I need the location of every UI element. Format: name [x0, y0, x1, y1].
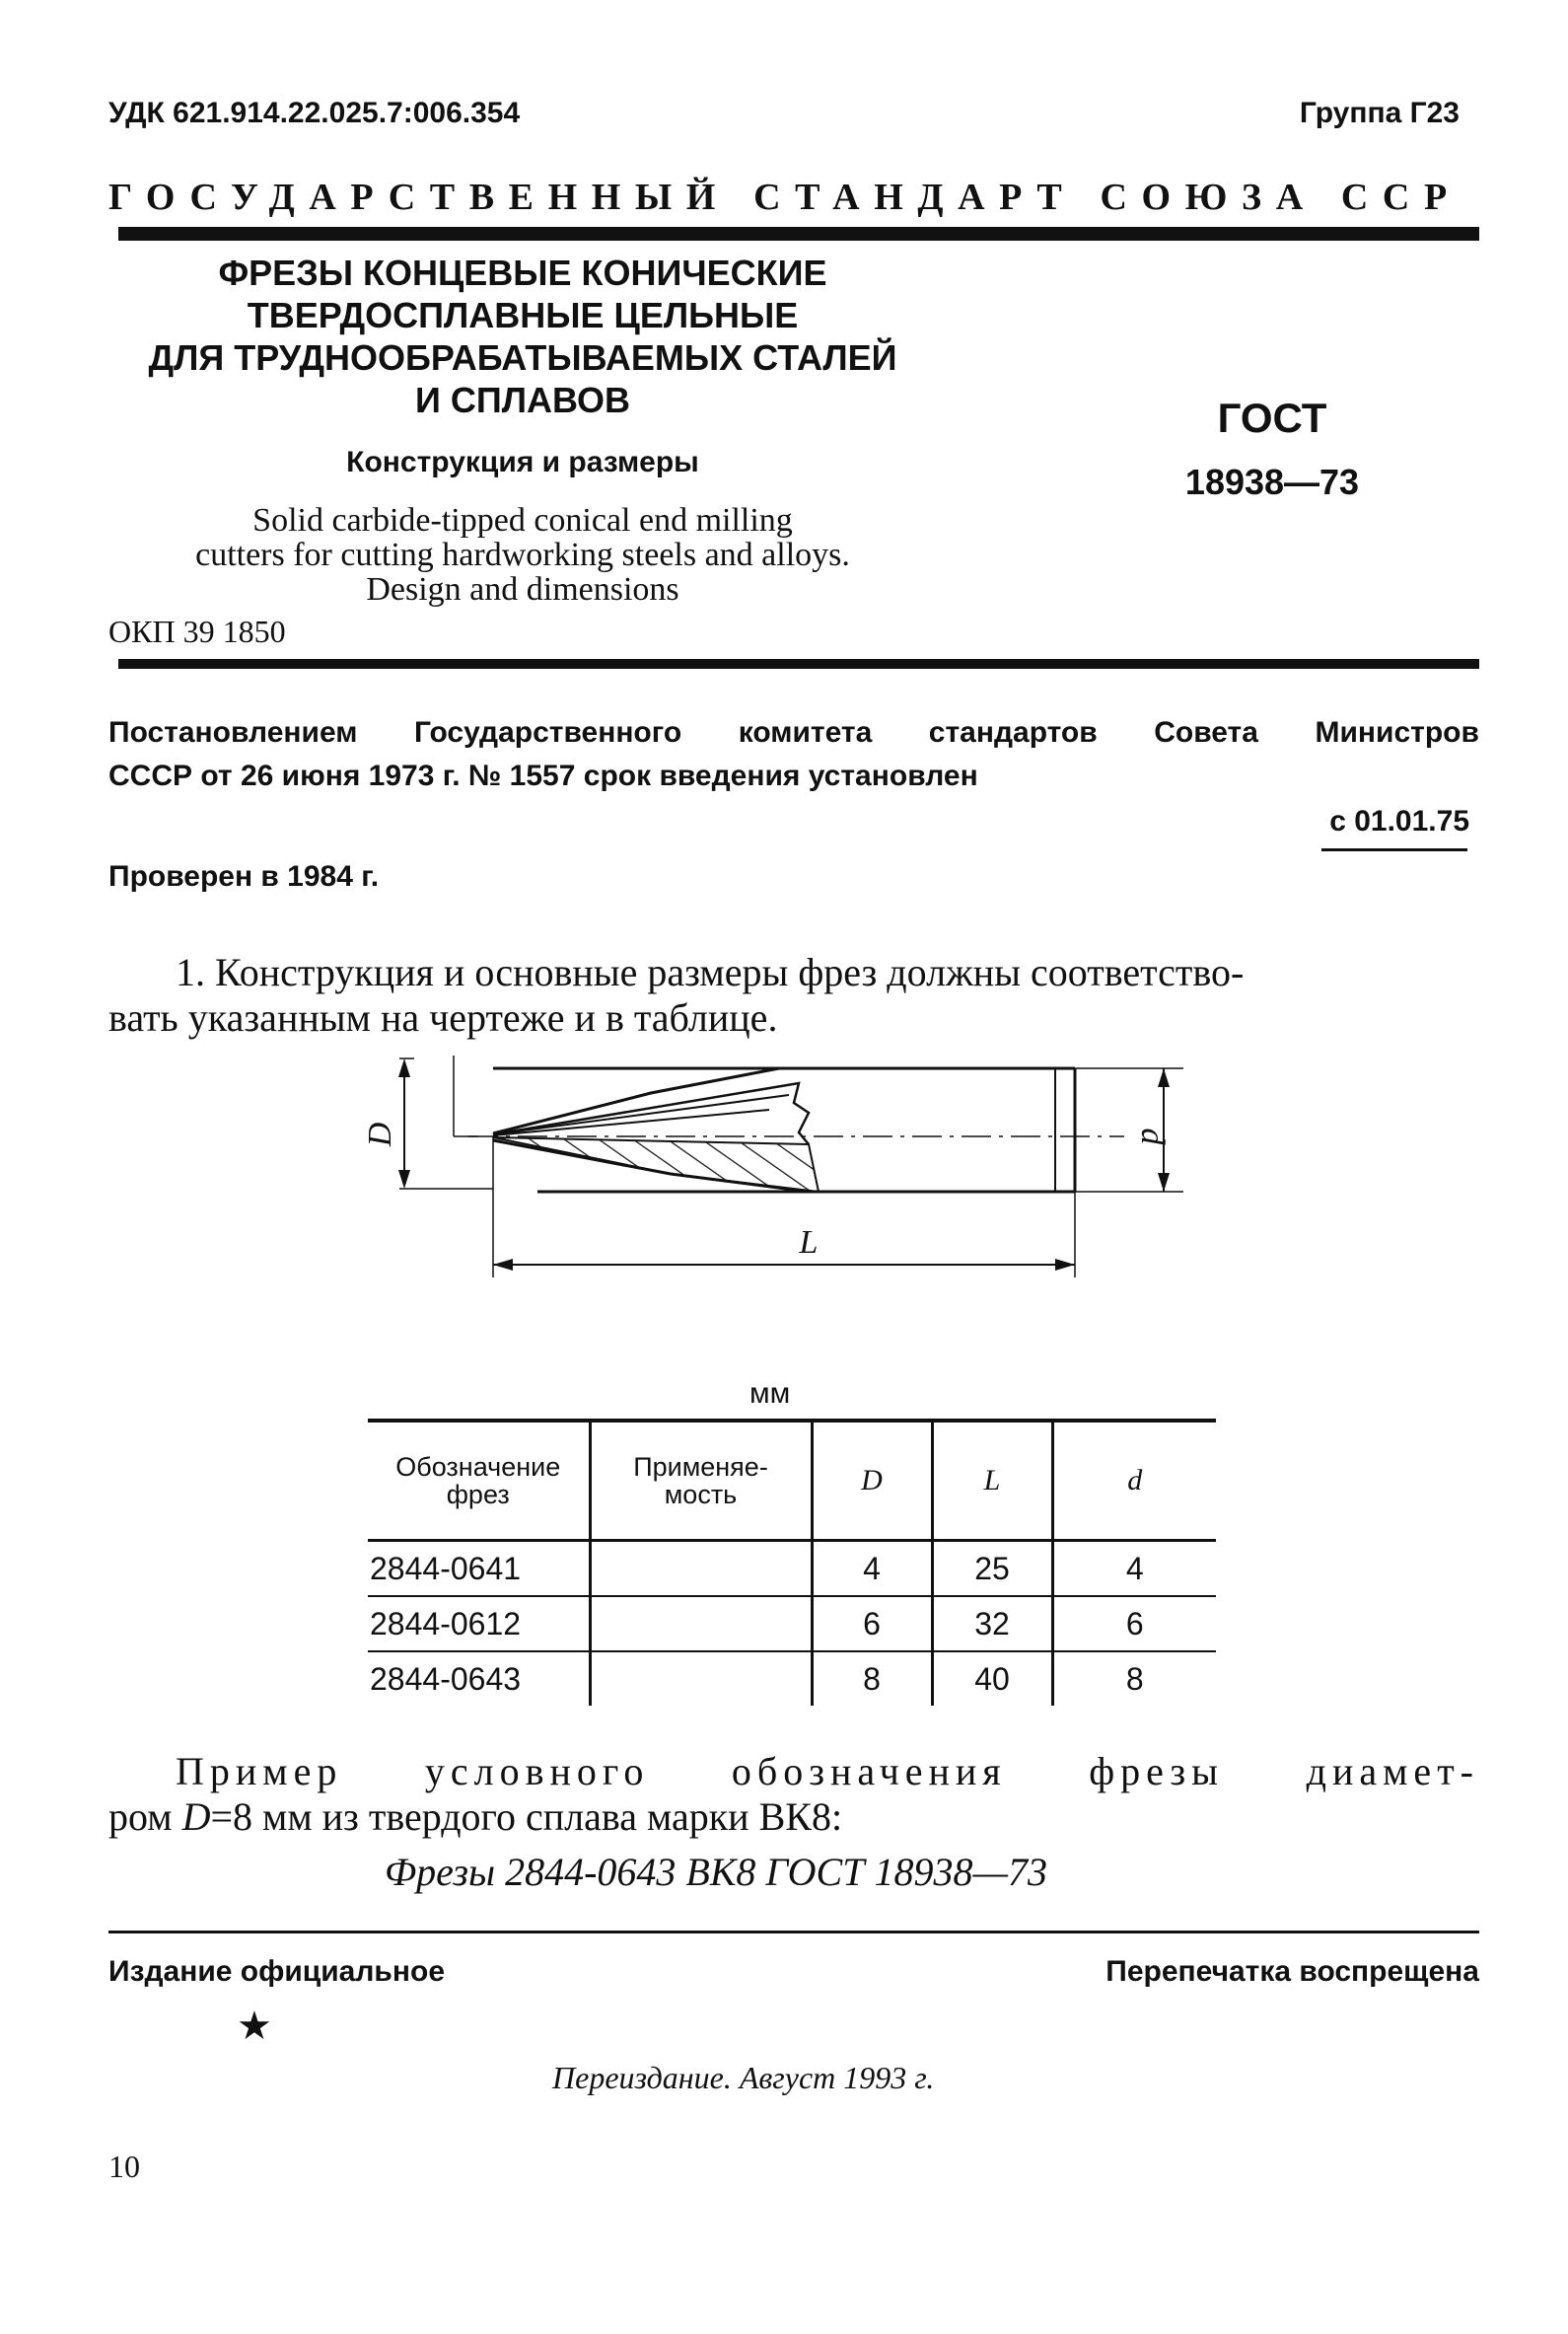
cone-upper-edge — [493, 1068, 779, 1133]
star-icon: ★ — [237, 2004, 272, 2048]
header-d: d — [1052, 1421, 1216, 1541]
title-bottom-rule — [118, 659, 1479, 669]
okp-code: ОКП 39 1850 — [108, 614, 286, 649]
table-header-row — [368, 1421, 1216, 1541]
header-applicability: Применяе- мость — [590, 1421, 812, 1541]
document-subtitle: Конструкция и размеры — [346, 446, 699, 478]
cell-D: 6 — [812, 1596, 932, 1651]
example-word: Пример — [176, 1749, 343, 1793]
example-word: фрезы — [1089, 1749, 1225, 1793]
clause-1-line-2: вать указанным на чертеже и в таблице. — [108, 995, 778, 1040]
arrow-head — [398, 1058, 410, 1077]
date-underline — [1321, 848, 1467, 851]
cell-L: 32 — [932, 1596, 1052, 1651]
cell-designation: 2844-0641 — [368, 1541, 590, 1597]
udk-code: УДК 621.914.22.025.7:006.354 — [108, 97, 521, 129]
header-L: L — [932, 1421, 1052, 1541]
header-D: D — [812, 1421, 932, 1541]
title-line: ДЛЯ ТРУДНООБРАБАТЫВАЕМЫХ СТАЛЕЙ — [148, 337, 897, 378]
arrow-head — [1158, 1173, 1170, 1192]
label-L: L — [799, 1224, 819, 1261]
clause-1-line-1: 1. Конструкция и основные размеры фрез должны соответство- — [176, 950, 1245, 994]
footer-rule — [108, 1931, 1479, 1933]
official-edition: Издание официальное — [108, 1955, 446, 1988]
flute-lines — [493, 1095, 789, 1135]
english-title-line: Design and dimensions — [366, 571, 679, 608]
variable-D: D — [181, 1794, 211, 1839]
english-title — [138, 503, 907, 607]
gost-number: 18938—73 — [1184, 462, 1360, 502]
arrow-head — [398, 1170, 410, 1189]
cell-D: 8 — [812, 1651, 932, 1706]
document-title — [138, 252, 907, 421]
cell-L: 40 — [932, 1651, 1052, 1706]
table-row — [368, 1541, 1216, 1597]
decree-word: Совета — [1154, 716, 1258, 749]
example-line-2: ром D=8 мм из твердого сплава марки ВК8: — [108, 1794, 843, 1839]
effective-date: с 01.01.75 — [1329, 805, 1469, 838]
title-line: ФРЕЗЫ КОНЦЕВЫЕ КОНИЧЕСКИЕ — [218, 253, 827, 293]
english-title-line: Solid carbide-tipped conical end milling — [252, 502, 793, 539]
title-line: ТВЕРДОСПЛАВНЫЕ ЦЕЛЬНЫЕ — [247, 295, 799, 335]
cell-designation: 2844-0643 — [370, 1660, 522, 1697]
decree-line-1 — [108, 716, 1479, 750]
decree-word: Государственного — [413, 716, 682, 749]
cutter-dimensions-table — [368, 1419, 1216, 1706]
reprint-prohibited: Перепечатка воспрещена — [1105, 1955, 1479, 1988]
example-line-1 — [176, 1748, 1479, 1794]
cell-D: 4 — [812, 1541, 932, 1597]
decree-word: Постановлением — [108, 716, 358, 749]
cell-applicability — [590, 1596, 812, 1651]
decree-line-2: СССР от 26 июня 1973 г. № 1557 срок введения установлен — [108, 760, 978, 792]
group-code: Группа Г23 — [1299, 97, 1460, 129]
example-word: условного — [424, 1749, 650, 1793]
hatched-section — [493, 1137, 819, 1192]
decree-word: комитета — [738, 716, 873, 749]
reissue-note: Переиздание. Август 1993 г. — [552, 2060, 935, 2095]
label-D: D — [362, 1122, 398, 1147]
cell-L: 25 — [932, 1541, 1052, 1597]
title-line: И СПЛАВОВ — [414, 380, 631, 420]
english-title-line: cutters for cutting hardworking steels and alloys. — [195, 537, 850, 573]
label-d: d — [1134, 1128, 1171, 1145]
arrow-head — [1158, 1068, 1170, 1087]
state-standard-heading: ГОСУДАРСТВЕННЫЙ СТАНДАРТ СОЮЗА ССР — [108, 177, 1461, 218]
decree-word: стандартов — [928, 716, 1098, 749]
cell-d: 6 — [1052, 1596, 1216, 1651]
example-designation: Фрезы 2844-0643 ВК8 ГОСТ 18938—73 — [385, 1850, 1048, 1894]
header-designation: Обозначение фрез — [368, 1421, 590, 1541]
decree-word: Министров — [1315, 716, 1479, 749]
cell-d: 4 — [1052, 1541, 1216, 1597]
checked-note: Проверен в 1984 г. — [108, 860, 380, 893]
header-thick-rule — [118, 227, 1479, 241]
cell-d: 8 — [1052, 1651, 1216, 1706]
table-row — [368, 1596, 1216, 1651]
gost-label: ГОСТ — [1217, 395, 1327, 441]
cell-applicability — [590, 1651, 812, 1706]
cell-applicability — [590, 1541, 812, 1597]
cell-designation: 2844-0612 — [368, 1596, 590, 1651]
arrow-head — [493, 1259, 513, 1271]
table-row — [368, 1651, 1216, 1706]
example-word: диамет- — [1306, 1749, 1479, 1793]
page-number: 10 — [108, 2149, 140, 2184]
example-word: обозначения — [731, 1749, 1007, 1793]
arrow-head — [1055, 1259, 1075, 1271]
cutter-drawing — [362, 1056, 1213, 1292]
table-unit: мм — [749, 1377, 791, 1410]
